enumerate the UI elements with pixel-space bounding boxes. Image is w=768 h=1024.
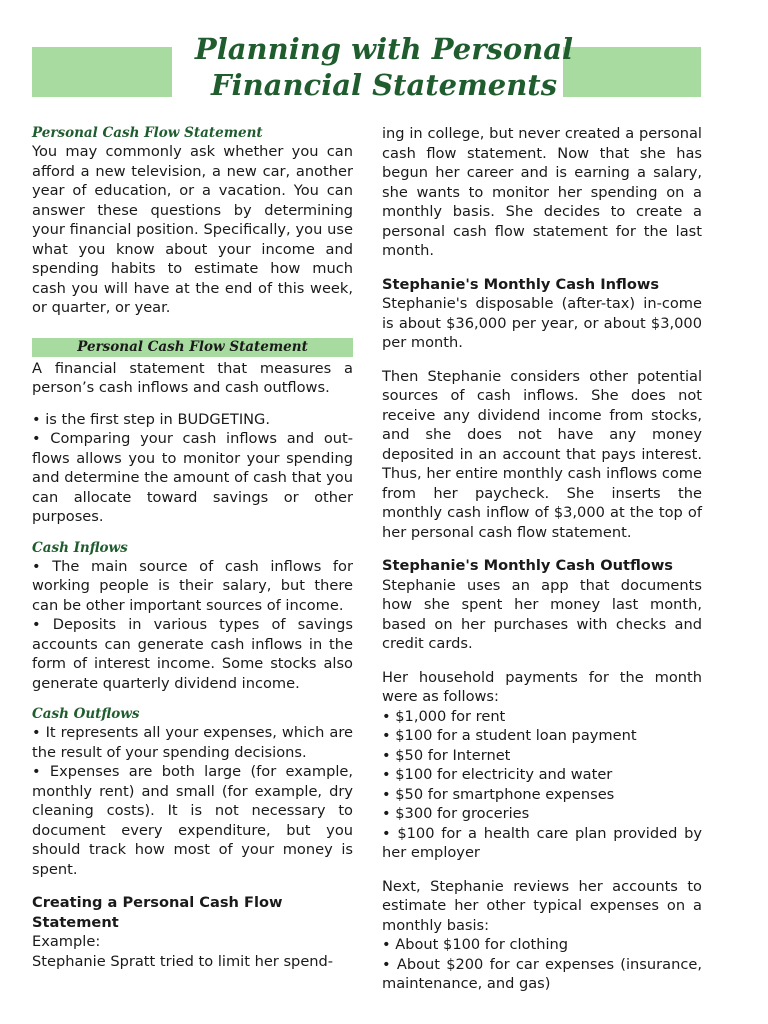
- boxed-heading-cash-flow-statement: Personal Cash Flow Statement: [32, 338, 353, 357]
- payment-item: • $50 for smartphone expenses: [382, 785, 615, 803]
- page-title: [150, 31, 618, 103]
- other-expense-item: • About $200 for car expenses (insurance, maintenance, and gas): [382, 955, 702, 992]
- definition-paragraph: A financial statement that measures a person’s cash inflows and cash outflows.: [32, 359, 353, 396]
- left-column: [32, 124, 353, 971]
- payment-item: • $100 for a health care plan provided by her employer: [382, 824, 702, 861]
- heading-monthly-inflows: Stephanie's Monthly Cash Inflows: [382, 275, 660, 293]
- payment-item: • $100 for electricity and water: [382, 766, 613, 783]
- payment-item: • $100 for a student loan payment: [382, 727, 637, 744]
- continued-paragraph: ing in college, but never created a personal cash flow statement. Now that she has begun her career and is earning a salary, she wants to monitor her spending on a monthly basis. She decides to create a personal cash flow statement for the last month.: [382, 125, 702, 259]
- outflow-bullet-expenses: • It represents all your expenses, which are the result of your spending decisions.: [32, 724, 353, 761]
- inflow-bullet-deposits: • Deposits in various types of savings accounts can generate cash inflows in the form of interest income. Some stocks also generate quarterly dividend income.: [32, 616, 353, 692]
- example-label: Example:: [32, 933, 101, 950]
- title-line-1: Planning with Personal: [194, 32, 574, 66]
- household-payments-intro: Her household payments for the month were as follows:: [382, 668, 702, 705]
- other-sources-paragraph: Then Stephanie considers other potential sources of cash inflows. She does not receive any dividend income from stocks, and she does not have any money deposited in an account that pays interest. Thus, her entire monthly cash inflows come from her paycheck. She inserts the monthly cash inflow of $3,000 at the top of her personal cash flow statement.: [382, 367, 702, 541]
- heading-creating-statement: Creating a Personal Cash Flow Statement: [32, 894, 283, 931]
- bullet-comparing: • Comparing your cash inflows and out-flows allows you to monitor your spending and determine the amount of cash that you can allocate toward savings or other purposes.: [32, 430, 353, 525]
- payment-item: • $1,000 for rent: [382, 707, 506, 725]
- app-paragraph: Stephanie uses an app that documents how she spent her money last month, based on her purchases with checks and credit cards.: [382, 576, 702, 652]
- payment-item: • $50 for Internet: [382, 746, 511, 764]
- intro-paragraph: You may commonly ask whether you can afford a new television, a new car, another year of education, or a vacation. You can answer these questions by determining your financial position. Specifically, you use what you know about your income and spending habits to estimate how much cash you will have at the end of this week, or quarter, or year.: [32, 143, 353, 316]
- heading-cash-outflows: Cash Outflows: [32, 706, 140, 722]
- inflow-bullet-salary: • The main source of cash inflows for working people is their salary, but there can be other important sources of income.: [32, 557, 353, 614]
- payment-item: • $300 for groceries: [382, 805, 530, 822]
- outflow-bullet-sizes: • Expenses are both large (for example, monthly rent) and small (for example, dry cleaning costs). It is not necessary to document every expenditure, but you should track how most of your money is spent.: [32, 763, 353, 878]
- other-expense-item: • About $100 for clothing: [382, 936, 569, 953]
- disposable-income-paragraph: Stephanie's disposable (after-tax) in-come is about $36,000 per year, or about $3,000 per month.: [382, 295, 702, 351]
- heading-personal-cash-flow: Personal Cash Flow Statement: [32, 125, 263, 141]
- title-line-2: Financial Statements: [210, 68, 558, 102]
- heading-monthly-outflows: Stephanie's Monthly Cash Outflows: [382, 557, 673, 574]
- heading-cash-inflows: Cash Inflows: [32, 539, 128, 556]
- example-text: Stephanie Spratt tried to limit her spend-: [32, 952, 334, 970]
- right-column: [382, 124, 702, 994]
- other-expenses-intro: Next, Stephanie reviews her accounts to estimate her other typical expenses on a monthly basis:: [382, 877, 702, 934]
- bullet-budgeting: • is the first step in BUDGETING.: [32, 410, 270, 428]
